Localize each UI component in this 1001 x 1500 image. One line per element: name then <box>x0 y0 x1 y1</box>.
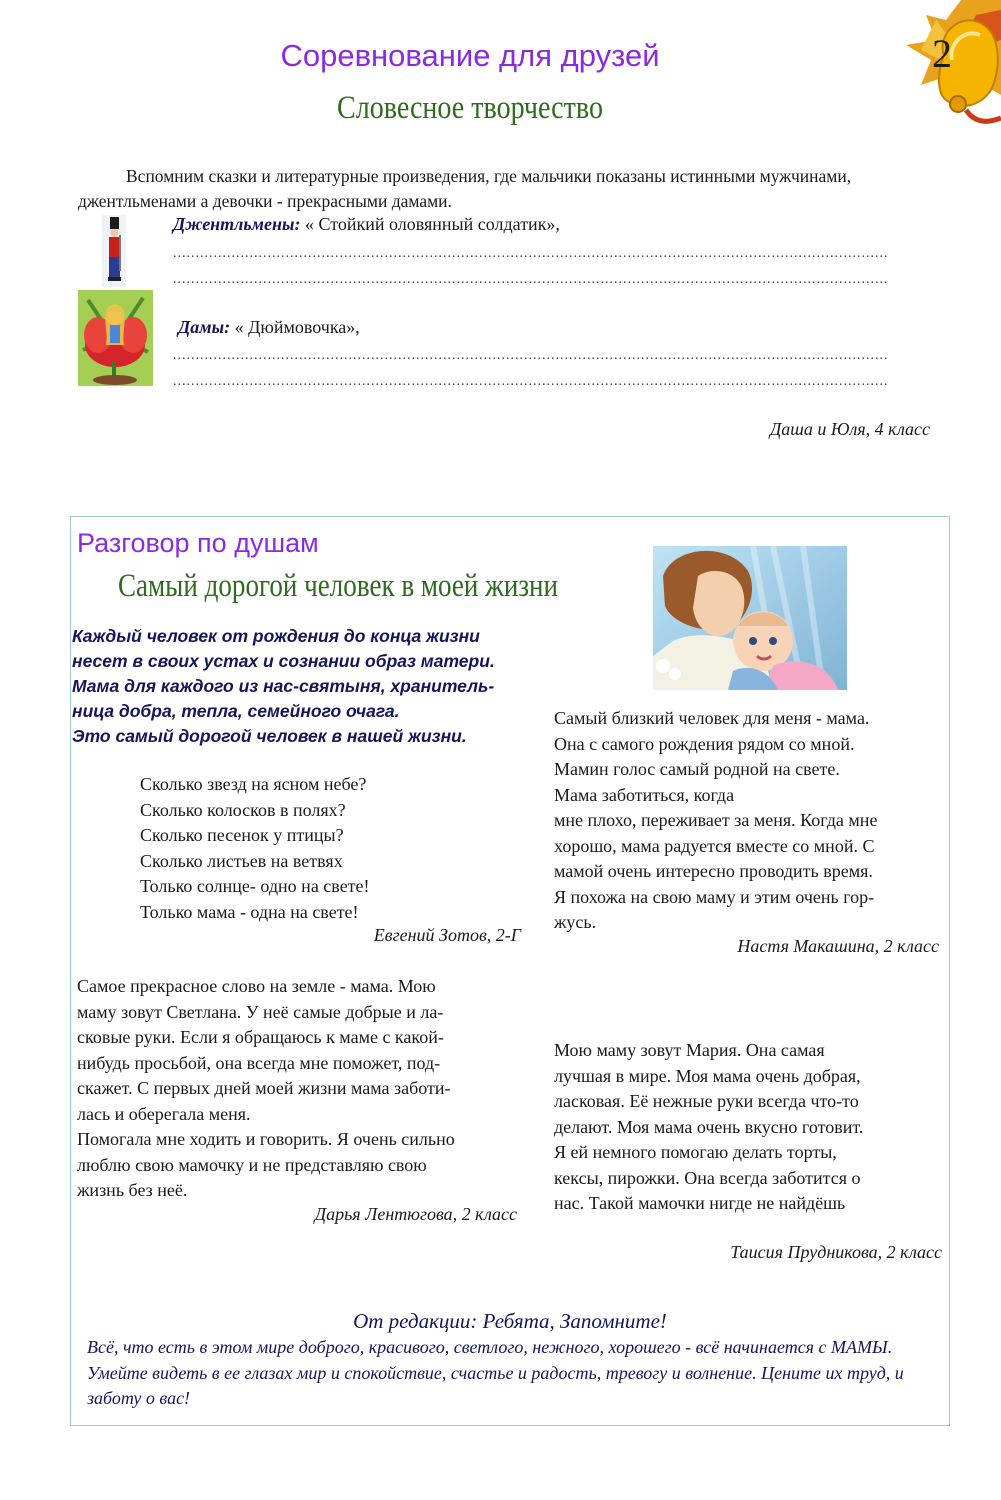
lead-line: ница добра, тепла, семейного очага. <box>72 701 400 721</box>
story-line: лась и оберегала меня. <box>77 1103 251 1124</box>
story-line: Самый близкий человек для меня - мама. <box>554 708 870 728</box>
editorial-title: От редакции: Ребята, Запомните! <box>353 1309 667 1333</box>
gentlemen-row <box>173 214 560 235</box>
section2-title: Разговор по душам <box>77 528 319 558</box>
poem-line: Только мама - одна на свете! <box>140 901 359 922</box>
story-line: люблю свою мамочку и не представляю свою <box>77 1154 427 1175</box>
answer-line-1: ............................................................................................................................................................... <box>173 246 889 261</box>
story-line: кексы, пирожки. Она всегда заботится о <box>554 1167 861 1188</box>
story-line: нас. Такой мамочки нигде не найдёшь <box>554 1193 846 1213</box>
answer-line-2: ............................................................................................................................................................... <box>173 272 889 287</box>
section1-signature: Даша и Юля, 4 класс <box>769 419 930 439</box>
story3-author: Таисия Прудникова, 2 класс <box>730 1242 942 1262</box>
tin-soldier-illustration <box>102 215 126 287</box>
section2-subtitle: Самый дорогой человек в моей жизни <box>118 568 558 604</box>
story-line: Я ей немного помогаю делать торты, <box>554 1142 837 1162</box>
story-line: мамой очень интересно проводить время. <box>554 861 873 881</box>
lead-line: Каждый человек от рождения до конца жизни <box>72 626 480 646</box>
story-line: скажет. С первых дней моей жизни мама заботи- <box>77 1078 451 1098</box>
gentlemen-label: Джентльмены: <box>173 214 301 234</box>
story-line: сковые руки. Если я обращаюсь к маме с какой- <box>77 1027 444 1047</box>
gentlemen-text: « Стойкий оловянный солдатик», <box>300 214 560 234</box>
ladies-row <box>178 317 360 338</box>
answer-line-4: ............................................................................................................................................................... <box>173 374 889 389</box>
page-number: 2 <box>932 31 952 76</box>
story-line: нибудь просьбой, она всегда мне поможет, под- <box>77 1052 441 1073</box>
story-lentyugova <box>77 974 537 1204</box>
story1-author: Дарья Лентюгова, 2 класс <box>314 1204 517 1224</box>
poem <box>140 772 370 925</box>
story-line: Мою маму зовут Мария. Она самая <box>554 1040 825 1060</box>
story-line: жизнь без неё. <box>77 1180 188 1200</box>
intro-paragraph: Вспомним сказки и литературные произведения, где мальчики показаны истинными мужчинами, джентльменами а девочки - прекрасными дамами. <box>78 166 852 211</box>
ladies-label: Дамы: <box>178 317 231 337</box>
story-makashina <box>554 706 946 936</box>
editorial-text: Всё, что есть в этом мире доброго, красивого, светлого, нежного, хорошего - всё начинается с МАМЫ. Умейте видеть в ее глазах мир и спокойствие, счастье и радость, тревогу и волнение. Цените их труд, и заботу о вас! <box>87 1337 904 1408</box>
lead-line: Это самый дорогой человек в нашей жизни. <box>72 726 467 746</box>
thumbelina-illustration <box>78 290 153 386</box>
story-line: мне плохо, переживает за меня. Когда мне <box>554 810 878 830</box>
story-line: хорошо, мама радуется вместе со мной. С <box>554 835 875 856</box>
lead-paragraph <box>72 624 542 749</box>
story-line: жусь. <box>554 912 597 932</box>
story-line: лучшая в мире. Моя мама очень добрая, <box>554 1065 861 1086</box>
poem-line: Сколько звезд на ясном небе? <box>140 774 367 794</box>
story-line: Я похожа на свою маму и этим очень гор- <box>554 886 875 907</box>
story-line: Мамин голос самый родной на свете. <box>554 759 840 779</box>
section-subtitle: Словесное творчество <box>337 90 603 126</box>
story-line: Мама заботиться, когда <box>554 784 735 805</box>
story-prudnikova <box>554 1038 946 1217</box>
poem-author: Евгений Зотов, 2-Г <box>373 925 521 945</box>
story-line: делают. Моя мама очень вкусно готовит. <box>554 1116 864 1137</box>
story-line: Самое прекрасное слово на земле - мама. Мою <box>77 976 436 996</box>
story-line: Она с самого рождения рядом со мной. <box>554 733 855 754</box>
lead-line: несет в своих устах и сознании образ матери. <box>72 651 495 671</box>
poem-line: Сколько песенок у птицы? <box>140 825 344 845</box>
poem-line: Только солнце- одно на свете! <box>140 876 370 896</box>
poem-line: Сколько листьев на ветвях <box>140 850 343 871</box>
lead-line: Мама для каждого из нас-святыня, хранитель- <box>72 676 495 696</box>
story-line: ласковая. Её нежные руки всегда что-то <box>554 1091 859 1111</box>
poem-line: Сколько колосков в полях? <box>140 799 346 820</box>
story2-author: Настя Макашина, 2 класс <box>737 936 939 956</box>
mother-and-child-picture <box>653 546 847 690</box>
ladies-text: « Дюймовочка», <box>230 317 360 337</box>
answer-line-3: ............................................................................................................................................................... <box>173 348 889 363</box>
section-title: Соревнование для друзей <box>280 38 660 73</box>
story-line: Помогала мне ходить и говорить. Я очень сильно <box>77 1129 455 1149</box>
story-line: маму зовут Светлана. У неё самые добрые и ла- <box>77 1001 444 1022</box>
